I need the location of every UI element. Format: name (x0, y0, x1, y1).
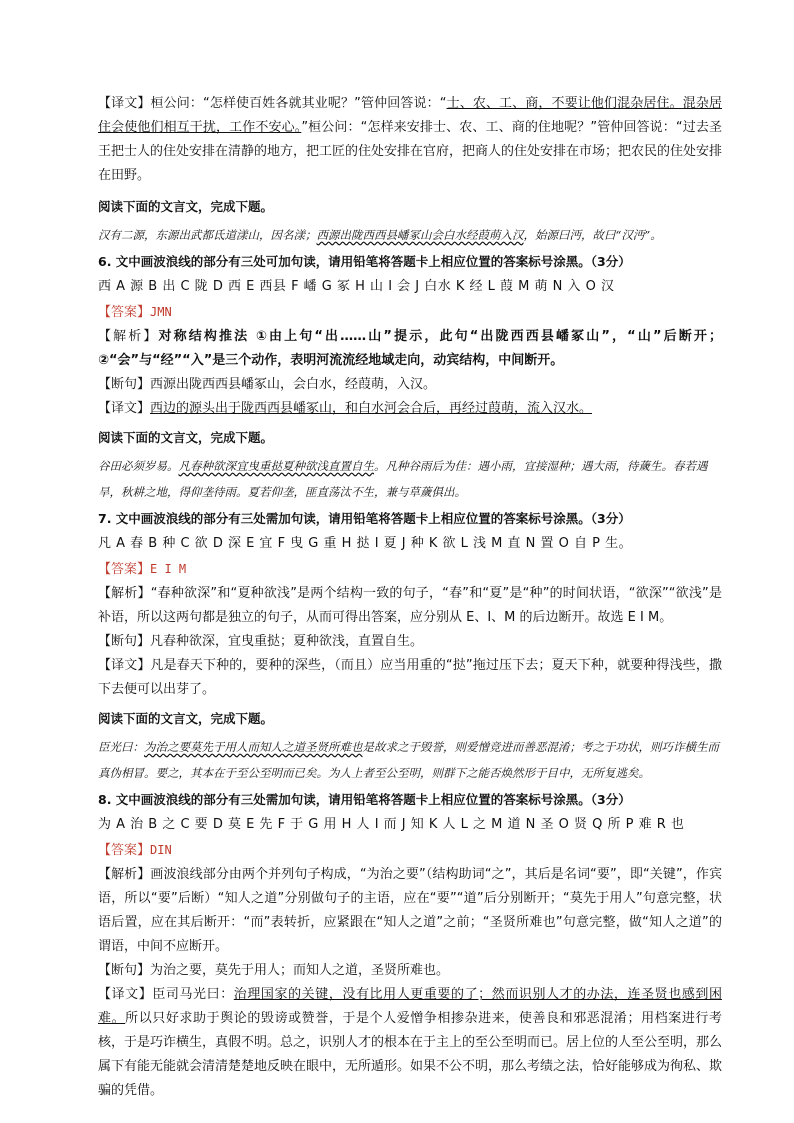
q7-analysis: 【解析】“春种欲深”和“夏种欲浅”是两个结构一致的句子，“春”和“夏”是“种”的时间状语，“欲深”“欲浅”是补语，所以这两句都是独立的句子，从而可得出答案，应分别从 E、I、M 的后边断开。故选 E I M。 (98, 586, 722, 625)
answer-value: DIN (150, 843, 172, 857)
q6-translation: 【译文】西边的源头出于陇西西县嶓冢山，和白水河会合后，再经过葭萌，流入汉水。 (98, 401, 593, 416)
translation-paragraph (98, 92, 722, 188)
answer-value: JMN (150, 305, 172, 319)
answer-tag: 【答案】 (98, 843, 151, 858)
q8-reading-instruction: 阅读下面的文言文，完成下题。 (98, 711, 274, 726)
punctuation-tag: 【断句】 (98, 377, 151, 392)
q8-question: 8. 文中画波浪线的部分有三处需加句读，请用铅笔将答题卡上相应位置的答案标号涂黑。（3分） (98, 792, 631, 807)
punctuation-tag: 【断句】 (98, 963, 151, 978)
q6-answer (98, 300, 722, 325)
q7-wavy-segment: 凡春种欲深宜曳重挞夏种欲浅直置自生 (178, 459, 374, 473)
q8-punctuation: 【断句】为治之要，莫先于用人；而知人之道，圣贤所难也。 (98, 963, 450, 978)
analysis-tag: 【解析】 (98, 329, 159, 344)
q6-analysis: 【解析】对称结构推法 ①由上句“出……山”提示，此句“出陇西西县嶓冢山”，“山”后断开；②“会”与“经”“入”是三个动作，表明河流流经地域走向，动宾结构，中间断开。 (98, 329, 722, 368)
answer-tag: 【答案】 (98, 562, 151, 577)
translation-text: 桓公问：“怎样使百姓各就其业呢？”管仲回答说：“ (150, 96, 447, 111)
q7-translation: 【译文】凡是春天下种的，要种的深些，（而且）应当用重的“挞”拖过压下去；夏天下种，就要种得浅些，撒下去便可以出芽了。 (98, 658, 722, 697)
punctuation-tag: 【断句】 (98, 634, 151, 649)
q6-classical-text: 汉有二源，东源出武都氐道漾山，因名漾；西源出陇西西县嶓冢山会白水经葭萌入汉，始源曰沔，故曰“汉沔”。 (98, 228, 662, 242)
q6-punctuation: 【断句】西源出陇西西县嶓冢山，会白水，经葭萌，入汉。 (98, 377, 437, 392)
translation-text-cont: ”桓公问：“怎样来安排士、农、工、商的住地呢？”管仲回答说：“过去圣王把士人的住处安排在清静的地方，把工匠的住处安排在官府，把商人的住处安排在市场；把农民的住处安排在田野。 (98, 120, 723, 183)
q6-wavy-segment: 西源出陇西西县嶓冢山会白水经葭萌入汉 (316, 228, 524, 242)
document-page (98, 92, 722, 1103)
q7-segment-options: 凡 A 春 B 种 C 欲 D 深 E 宜 F 曳 G 重 H 挞 I 夏 J 种 K 欲 L 浅 M 直 N 置 O 自 P 生。 (98, 536, 633, 551)
translation-tag: 【译文】 (98, 658, 151, 673)
q7-reading-instruction: 阅读下面的文言文，完成下题。 (98, 430, 274, 445)
q7-classical-text: 谷田必须岁易。凡春种欲深宜曳重挞夏种欲浅直置自生。凡种谷雨后为佳：遇小雨，宜接湿种；遇大雨，待薉生。春若遇旱，秋耕之地，得仰垄待雨。夏若仰垄，匪直荡汰不生，兼与草薉俱出。 (98, 459, 708, 499)
analysis-tag: 【解析】 (98, 586, 151, 601)
q8-classical-text: 臣光曰：为治之要莫先于用人而知人之道圣贤所难也是故求之于毁誉，则爱憎竞进而善恶混淆；考之于功状，则巧诈横生而真伪相冒。要之，其本在于至公至明而已矣。为人上者至公至明，则群下之能否焕然形于目中，无所复逃矣。 (98, 740, 719, 780)
translation-tag: 【译文】 (98, 401, 151, 416)
q6-question: 6. 文中画波浪线的部分有三处可加句读，请用铅笔将答题卡上相应位置的答案标号涂黑。（3分） (98, 254, 631, 269)
q8-wavy-segment: 为治之要莫先于用人而知人之道圣贤所难也 (144, 740, 363, 754)
q8-translation: 【译文】臣司马光曰：治理国家的关键，没有比用人更重要的了；然而识别人才的办法，连圣贤也感到困难。所以只好求助于舆论的毁谤或赞誉，于是个人爱憎争相掺杂进来，使善良和邪恶混淆；用档案进行考核，于是巧诈横生，真假不明。总之，识别人才的根本在于主上的至公至明而已。居上位的人至公至明，那么属下有能无能就会清清楚楚地反映在眼中，无所遁形。如果不公不明，那么考绩之法，恰好能够成为徇私、欺骗的凭借。 (98, 987, 723, 1098)
q7-answer (98, 557, 722, 582)
translation-tag: 【译文】 (98, 96, 151, 111)
answer-tag: 【答案】 (98, 305, 151, 320)
q7-question: 7. 文中画波浪线的部分有三处需加句读，请用铅笔将答题卡上相应位置的答案标号涂黑。（3分） (98, 511, 631, 526)
q8-analysis: 【解析】画波浪线部分由两个并列句子构成，“为治之要”（结构助词“之”，其后是名词“要”，即“关键”，作宾语，所以“要”后断）“知人之道”分别做句子的主语，应在“要”“道”后分别断开；“莫先于用人”句意完整，状语后置，应在其后断开：“而”表转折，应紧跟在“知人之道”之前；“圣贤所难也”句意完整，做“知人之道”的谓语，中间不应断开。 (98, 867, 722, 954)
answer-value: E I M (150, 562, 187, 576)
q6-reading-instruction: 阅读下面的文言文，完成下题。 (98, 199, 274, 214)
translation-underlined: 士、农、工、商，不要让他们混杂居住。混杂居住会使他们相互干扰，工作不安心。 (98, 96, 722, 135)
q6-segment-options: 西 A 源 B 出 C 陇 D 西 E 西县 F 嶓 G 冢 H 山 I 会 J 白水 K 经 L 葭 M 萌 N 入 O 汉 (98, 279, 615, 294)
q8-segment-options: 为 A 治 B 之 C 要 D 莫 E 先 F 于 G 用 H 人 I 而 J 知 K 人 L 之 M 道 N 圣 O 贤 Q 所 P 难 R 也 (98, 817, 685, 832)
translation-tag: 【译文】 (98, 987, 153, 1002)
q7-punctuation: 【断句】凡春种欲深，宜曳重挞；夏种欲浅，直置自生。 (98, 634, 424, 649)
q8-answer (98, 838, 722, 863)
analysis-tag: 【解析】 (98, 867, 151, 882)
